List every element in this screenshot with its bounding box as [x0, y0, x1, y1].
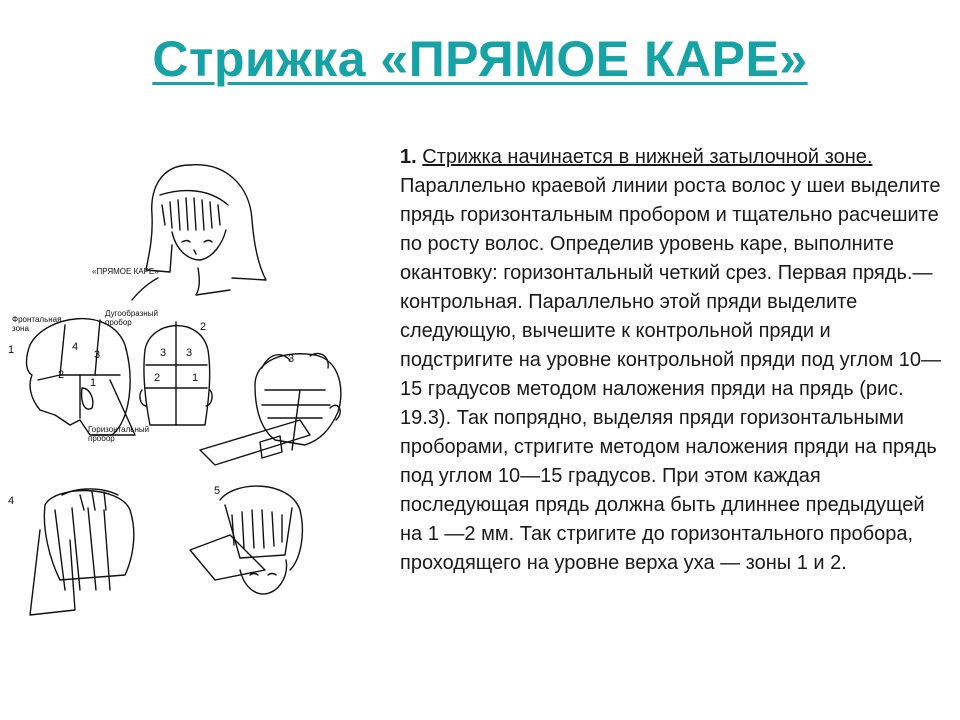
- diagram-sectioning-head: [200, 353, 341, 465]
- step-lead: Стрижка начинается в нижней затылочной зоне.: [422, 146, 873, 168]
- diagram-bangs-face: [190, 486, 302, 594]
- back-zone-4a: 3: [160, 347, 167, 359]
- label-frontal-zone-1: Фронтальная: [12, 315, 62, 324]
- zone-number-4: 4: [72, 341, 79, 353]
- diagram-number-1: 1: [8, 344, 15, 356]
- portrait-bob-drawing: [132, 165, 266, 300]
- diagram-number-5: 5: [214, 485, 221, 497]
- label-horizontal-part-1: Горизонтальный: [88, 425, 150, 434]
- instruction-text: [400, 143, 945, 578]
- zone-number-1: 1: [90, 377, 97, 389]
- haircut-diagrams-svg: [0, 150, 380, 630]
- back-zone-1: 1: [192, 372, 199, 384]
- diagram-number-4: 4: [8, 495, 15, 507]
- zone-number-2: 2: [58, 369, 65, 381]
- diagram-side-zones: [27, 319, 136, 435]
- zone-number-3: 3: [94, 349, 101, 361]
- slide-title: Стрижка «ПРЯМОЕ КАРЕ»: [152, 31, 808, 87]
- back-zone-4b: 3: [186, 347, 193, 359]
- label-arc-part-2: пробор: [105, 318, 132, 327]
- diagram-number-3: 3: [288, 353, 295, 365]
- back-zone-2: 2: [154, 372, 161, 384]
- step-number: 1.: [400, 146, 417, 168]
- diagram-strands-head: [30, 489, 134, 615]
- step-body: Параллельно краевой линии роста волос у шеи выделите прядь горизонтальным пробором и тщательно расчешите по росту волос. Определив уровень каре, выполните окантовку: горизонтальный четкий срез. Первая прядь.— контрольная. Параллельно этой пряди выделите следующую, вычешите к контрольной пряди и подстригите на уровне контрольной пряди под углом 10—15 градусов методом наложения пряди на прядь (рис. 19.3). Так попрядно, выделяя пряди горизонтальными проборами, стригите методом наложения пряди на прядь под углом 10—15 градусов. При этом каждая последующая прядь должна быть длиннее предыдущей на 1 —2 мм. Так стригите до горизонтального пробора, проходящего на уровне верха уха — зоны 1 и 2.: [400, 175, 942, 574]
- label-horizontal-part-2: пробор: [88, 434, 115, 443]
- diagram-back-zones: [140, 322, 212, 425]
- label-arc-part-1: Дугообразный: [105, 309, 158, 318]
- portrait-caption: «ПРЯМОЕ КАРЕ»: [92, 267, 159, 276]
- haircut-illustration: [0, 150, 380, 630]
- diagram-number-2: 2: [200, 321, 207, 333]
- label-frontal-zone-2: зона: [12, 324, 29, 333]
